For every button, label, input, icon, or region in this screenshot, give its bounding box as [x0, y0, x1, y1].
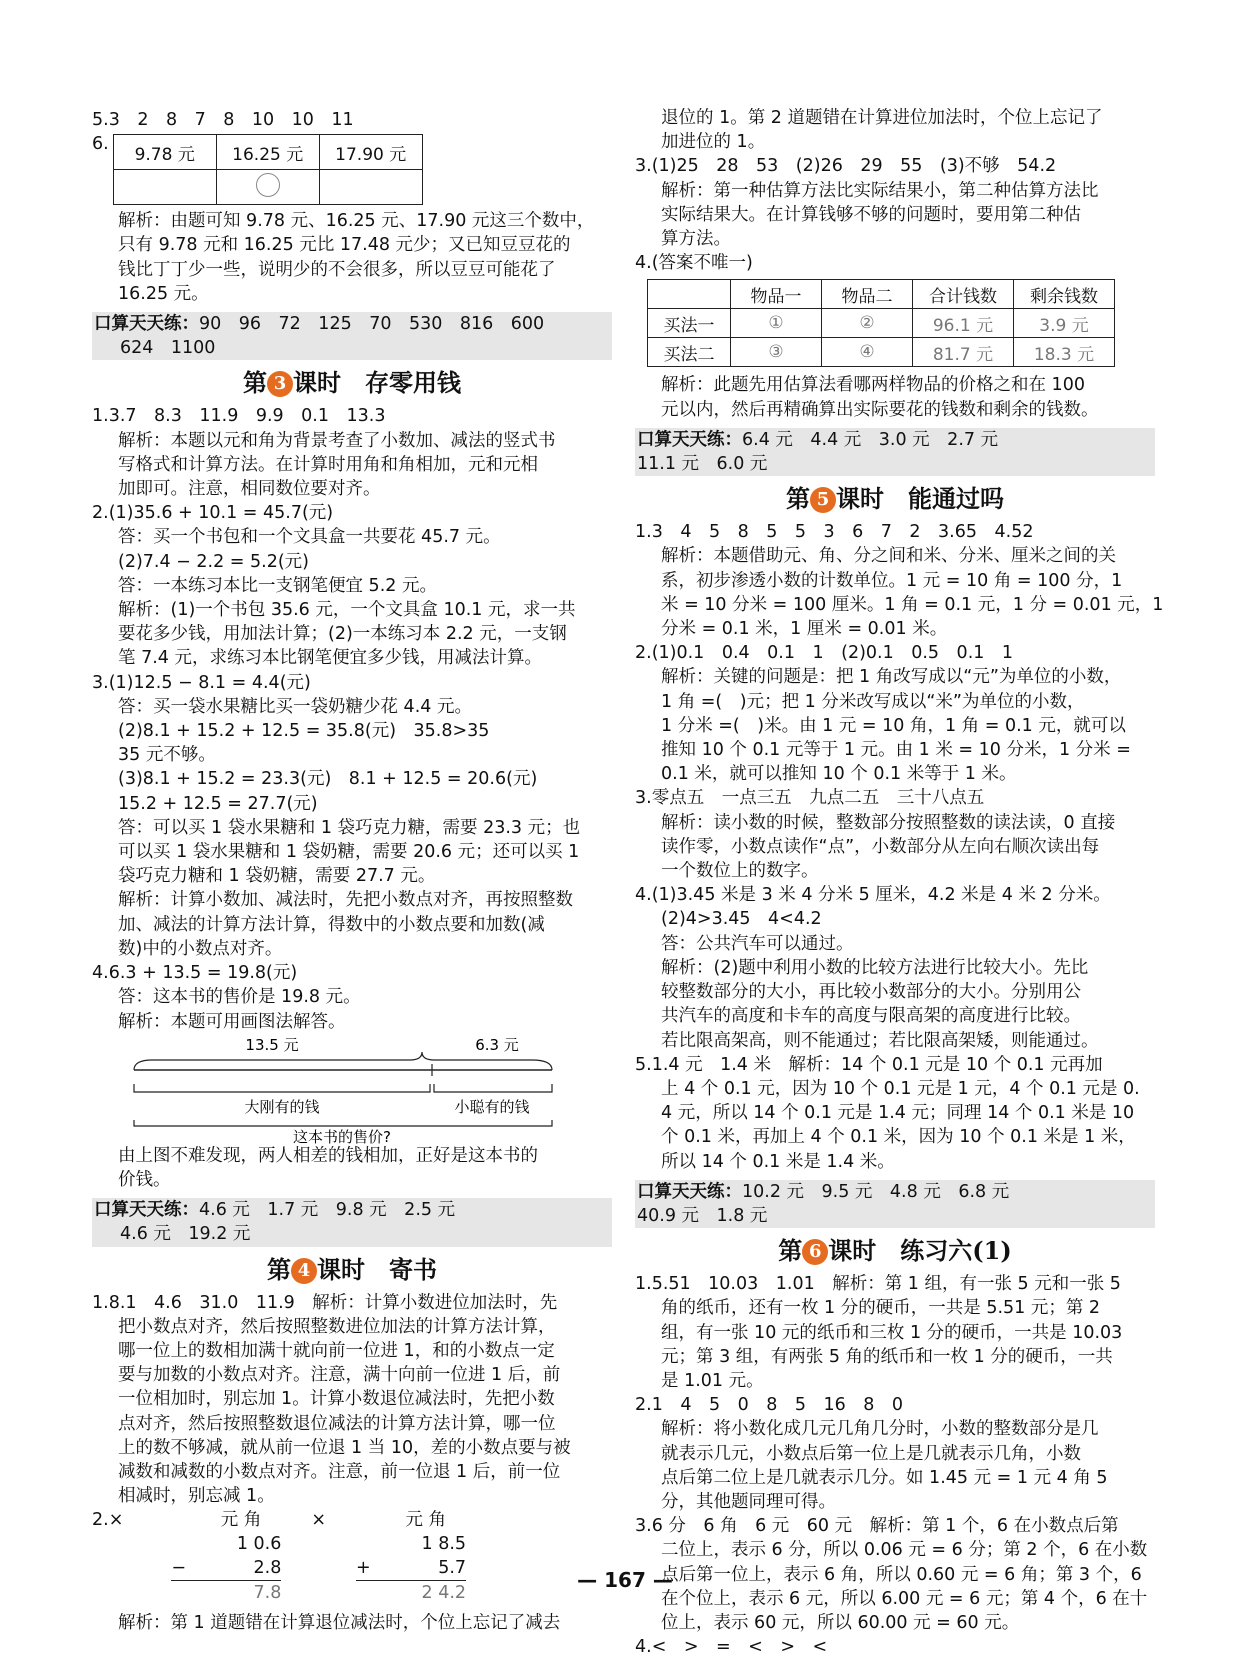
l3-answer-1: 1.3.7 8.3 11.9 9.9 0.1 13.3 [92, 406, 386, 427]
analysis-line: 4 元，所以 14 个 0.1 元是 1.4 元；同理 14 个 0.1 米是 10 [661, 1103, 1135, 1124]
lesson-name: 课时 寄书 [317, 1254, 437, 1284]
diagram-label-top-left: 13.5 元 [245, 1035, 299, 1054]
analysis-line: 分，其他题同理可得。 [661, 1491, 836, 1512]
table-cell: ③ [731, 338, 822, 367]
answer-line: 答：一本练习本比一支钢笔便宜 5.2 元。 [118, 575, 437, 596]
table-cell [216, 170, 319, 205]
analysis-line: 较整数部分的大小，再比较小数部分的大小。分别用公 [661, 982, 1081, 1003]
table-header: 剩余钱数 [1014, 280, 1115, 309]
analysis-line: 解析：本题以元和角为背景考查了小数加、减法的竖式书 [118, 430, 556, 451]
lesson-name: 课时 练习六(1) [828, 1236, 1012, 1266]
answer-line: 可以买 1 袋水果糖和 1 袋奶糖，需要 20.6 元；还可以买 1 [118, 842, 580, 863]
table-row [648, 280, 1115, 309]
l5-answer-3: 3.零点五 一点三五 九点二五 三十八点五 [635, 788, 985, 809]
analysis-line: 元；第 3 组，有两张 5 角的纸币和一枚 1 分的硬币，一共 [661, 1346, 1113, 1367]
analysis-line: 上的数不够减，就从前一位退 1 当 10，差的小数点要与被 [118, 1437, 571, 1458]
lesson-number-badge: 4 [291, 1258, 317, 1284]
lesson-prefix: 第 [786, 484, 810, 514]
table-cell: ① [731, 309, 822, 338]
analysis-line: 组，有一张 10 元的纸币和三枚 1 分的硬币，一共是 10.03 [661, 1322, 1123, 1343]
analysis-line: 分米 = 0.1 米，1 厘米 = 0.01 米。 [661, 619, 948, 640]
answer-line: 袋巧克力糖和 1 袋奶糖，需要 27.7 元。 [118, 866, 436, 887]
table-cell [113, 170, 216, 205]
analysis-line: 读作零，小数点读作“点”，小数部分从左向右顺次读出每 [661, 836, 1100, 857]
analysis-line: 钱比丁丁少一些，说明少的不会很多，所以豆豆可能花了 [118, 259, 556, 280]
l5-answer-4: 4.(1)3.45 米是 3 米 4 分米 5 厘米，4.2 米是 4 米 2 分米。 [635, 885, 1111, 906]
analysis-line: 点对齐，然后按照整数退位减法的计算方法计算，哪一位 [118, 1413, 556, 1434]
analysis-line: 二位上，表示 6 分，所以 0.06 元 = 6 分；第 2 个，6 在小数 [661, 1540, 1148, 1561]
analysis-line: 哪一位上的数相加满十就向前一位进 1，和的小数点一定 [118, 1340, 555, 1361]
analysis-line: 加即可。注意，相同数位要对齐。 [118, 479, 381, 500]
calc-result: 7.8 [171, 1580, 281, 1605]
diagram-label-bottom-right: 小聪有的钱 [454, 1097, 530, 1116]
oral-practice-values: 11.1 元 6.0 元 [637, 454, 768, 475]
analysis-line: 米 = 10 分米 = 100 厘米。1 角 = 0.1 元，1 分 = 0.01 元，1 [661, 594, 1164, 615]
diagram-top-brace [134, 1052, 552, 1070]
answer-line: (3)8.1 + 15.2 = 23.3(元) 8.1 + 12.5 = 20.6(元) [118, 769, 538, 790]
oral-practice-heading: 口算天天练： [637, 429, 742, 450]
answer-5: 5.3 2 8 7 8 10 10 11 [92, 110, 354, 130]
analysis-line: 解析：由题可知 9.78 元、16.25 元、17.90 元这三个数中， [118, 211, 595, 232]
analysis-line: 退位的 1。第 2 道题错在计算进位加法时，个位上忘记了 [661, 108, 1103, 128]
lesson-3-title [92, 366, 612, 400]
analysis-line: 0.1 米，就可以推知 10 个 0.1 米等于 1 米。 [661, 764, 1017, 785]
analysis-line: 加进位的 1。 [661, 132, 766, 153]
analysis-line: 解析：(2)题中利用小数的比较方法进行比较大小。先比 [661, 957, 1089, 978]
analysis-line: 只有 9.78 元和 16.25 元比 17.48 元少；又已知豆豆花的 [118, 235, 571, 256]
answer-6-table [113, 134, 423, 205]
analysis-line: 1 角 =( )元；把 1 分米改写成以“米”为单位的小数， [661, 691, 1085, 712]
diagram-label-bottom-left: 大刚有的钱 [244, 1097, 320, 1116]
oral-practice-heading: 口算天天练： [94, 1200, 199, 1221]
l5-answer-2: 2.(1)0.1 0.4 0.1 1 (2)0.1 0.5 0.1 1 [635, 643, 1014, 664]
lesson-4-title [92, 1253, 612, 1287]
analysis-line: 写格式和计算方法。在计算时用角和角相加，元和元相 [118, 454, 538, 475]
l6-answer-3: 3.6 分 6 角 6 元 60 元 解析：第 1 个，6 在小数点后第 [635, 1516, 1119, 1537]
analysis-line: 角的纸币，还有一枚 1 分的硬币，一共是 5.51 元；第 2 [661, 1298, 1101, 1319]
calc-header: 元 角 [220, 1510, 262, 1531]
l3-answer-4: 4.6.3 + 13.5 = 19.8(元) [92, 963, 298, 984]
analysis-line: 由上图不难发现，两人相差的钱相加，正好是这本书的 [118, 1145, 538, 1166]
l4-answer-1: 1.8.1 4.6 31.0 11.9 解析：计算小数进位加法时，先 [92, 1292, 558, 1313]
l3-answer-2: 2.(1)35.6 + 10.1 = 45.7(元) [92, 503, 334, 524]
answer-line: 答：这本书的售价是 19.8 元。 [118, 987, 361, 1008]
calc-operand: 5.7 [438, 1558, 467, 1579]
plus-sign: + [356, 1558, 371, 1579]
analysis-line: 1 分米 =( )米。由 1 元 = 10 角，1 角 = 0.1 元，就可以 [661, 715, 1126, 736]
oral-practice-values: 40.9 元 1.8 元 [637, 1205, 768, 1226]
table-cell: 81.7 元 [913, 338, 1014, 367]
analysis-line: 解析：读小数的时候，整数部分按照整数的读法读，0 直接 [661, 812, 1116, 833]
left-column [92, 108, 612, 1636]
analysis-line: 共汽车的高度和卡车的高度与限高架的高度进行比较。 [661, 1006, 1081, 1027]
diagram-label-top-right: 6.3 元 [475, 1035, 519, 1054]
l3-answer-3: 3.(1)12.5 − 8.1 = 4.4(元) [92, 672, 311, 693]
analysis-line: 元以内，然后再精确算出实际要花的钱数和剩余的钱数。 [661, 399, 1099, 420]
table-cell: 16.25 元 [216, 135, 319, 170]
analysis-line: 算方法。 [661, 229, 731, 250]
calc-operand: 1 0.6 [236, 1534, 282, 1555]
analysis-line: 一位相加时，别忘加 1。计算小数退位减法时，先把小数 [118, 1389, 555, 1410]
money-bar-diagram [92, 1034, 612, 1144]
analysis-line: 解析：本题可用画图法解答。 [118, 1011, 346, 1032]
lesson-number-badge: 3 [267, 371, 293, 397]
circle-mark-icon [256, 173, 280, 197]
analysis-line: 就表示几元，小数点后第一位上是几就表示几角，小数 [661, 1443, 1081, 1464]
analysis-line: 解析：第一种估算方法比实际结果小，第二种估算方法比 [661, 180, 1099, 201]
table-cell: 3.9 元 [1014, 309, 1115, 338]
analysis-line: 解析：第 1 道题错在计算退位减法时，个位上忘记了减去 [118, 1613, 561, 1634]
analysis-line: 实际结果大。在计算钱够不够的问题时，要用第二种估 [661, 204, 1081, 225]
analysis-line: 减数和减数的小数点对齐。注意，前一位退 1 后，前一位 [118, 1461, 561, 1482]
answer-line: 答：买一袋水果糖比买一袋奶糖少花 4.4 元。 [118, 696, 472, 717]
analysis-line: 笔 7.4 元，求练习本比钢笔便宜多少钱，用减法计算。 [118, 648, 542, 669]
oral-practice-3 [635, 428, 1155, 476]
table-cell: ② [822, 309, 913, 338]
oral-practice-values: 4.6 元 1.7 元 9.8 元 2.5 元 [199, 1200, 456, 1221]
analysis-line: 解析：本题借助元、角、分之间和米、分米、厘米之间的关 [661, 546, 1116, 567]
minus-sign: − [171, 1558, 187, 1579]
l6-answer-2: 2.1 4 5 0 8 5 16 8 0 [635, 1395, 904, 1416]
table-cell: 17.90 元 [319, 135, 422, 170]
analysis-line: 所以 14 个 0.1 米是 1.4 米。 [661, 1151, 895, 1172]
l5-answer-5: 5.1.4 元 1.4 米 解析：14 个 0.1 元是 10 个 0.1 元再加 [635, 1054, 1103, 1075]
lesson-5-title [635, 482, 1155, 516]
answer-2-label: 2.× [92, 1510, 124, 1531]
oral-practice-1 [92, 312, 612, 360]
analysis-line: 解析：将小数化成几元几角几分时，小数的整数部分是几 [661, 1419, 1099, 1440]
lesson-number-badge: 6 [802, 1239, 828, 1265]
analysis-line: 若比限高架高，则不能通过；若比限高架矮，则能通过。 [661, 1030, 1099, 1051]
lesson-prefix: 第 [778, 1236, 803, 1266]
analysis-line: 解析：关键的问题是：把 1 角改写成以“元”为单位的小数， [661, 667, 1122, 688]
table-cell: 18.3 元 [1014, 338, 1115, 367]
right-column [635, 106, 1164, 1659]
analysis-line: 个 0.1 米，再加上 4 个 0.1 米，因为 10 个 0.1 米是 1 米， [661, 1127, 1136, 1148]
table-header: 物品一 [731, 280, 822, 309]
diagram-bottom-brace [134, 1084, 552, 1092]
answer-line: (2)4>3.45 4<4.2 [661, 909, 822, 930]
oral-practice-values: 4.6 元 19.2 元 [120, 1224, 251, 1245]
analysis-line: 数)中的小数点对齐。 [118, 938, 283, 959]
oral-practice-4 [635, 1180, 1155, 1228]
wrong-mark: × [311, 1510, 327, 1531]
answer-line: 15.2 + 12.5 = 27.7(元) [118, 793, 318, 814]
oral-practice-values: 10.2 元 9.5 元 4.8 元 6.8 元 [742, 1181, 1010, 1202]
l6-answer-1: 1.5.51 10.03 1.01 解析：第 1 组，有一张 5 元和一张 5 [635, 1274, 1121, 1295]
oral-practice-2 [92, 1198, 612, 1246]
answer-3: 3.(1)25 28 53 (2)26 29 55 (3)不够 54.2 [635, 156, 1057, 177]
oral-practice-values: 624 1100 [120, 338, 216, 359]
analysis-line: 点后第二位上是几就表示几分。如 1.45 元 = 1 元 4 角 5 [661, 1467, 1108, 1488]
table-header: 物品二 [822, 280, 913, 309]
table-cell: 9.78 元 [113, 135, 216, 170]
lesson-prefix: 第 [243, 368, 267, 398]
answer-6 [92, 132, 612, 209]
analysis-line: 相减时，别忘减 1。 [118, 1486, 275, 1507]
analysis-line: 系，初步渗透小数的计数单位。1 元 = 10 角 = 100 分，1 [661, 570, 1123, 591]
lesson-number-badge: 5 [810, 487, 836, 513]
analysis-line: 价钱。 [118, 1169, 171, 1190]
table-row [648, 309, 1115, 338]
diagram-total-brace [134, 1120, 552, 1126]
table-row [648, 338, 1115, 367]
page-number: — 167 — [577, 1568, 673, 1592]
oral-practice-values: 90 96 72 125 70 530 816 600 [199, 314, 545, 335]
analysis-line: 一个数位上的数字。 [661, 861, 819, 882]
answer-6-label: 6. [92, 134, 109, 155]
diagram-question: 这本书的售价? [293, 1127, 391, 1144]
analysis-line: 是 1.01 元。 [661, 1370, 764, 1391]
analysis-line: 上 4 个 0.1 元，因为 10 个 0.1 元是 1 元，4 个 0.1 元是 0. [661, 1078, 1140, 1099]
lesson-prefix: 第 [267, 1254, 291, 1284]
answer-line: (2)8.1 + 15.2 + 12.5 = 35.8(元) 35.8>35 [118, 721, 490, 742]
oral-practice-heading: 口算天天练： [94, 314, 199, 335]
analysis-line: 加、减法的计算方法计算，得数中的小数点要和加数(减 [118, 914, 545, 935]
l6-answer-4: 4.< > = < > < [635, 1637, 828, 1658]
table-cell: 96.1 元 [913, 309, 1014, 338]
calc-operand: 2.8 [253, 1558, 282, 1579]
lesson-name: 课时 存零用钱 [293, 368, 461, 398]
table-cell [319, 170, 422, 205]
answer-line: 答：公共汽车可以通过。 [661, 933, 854, 954]
table-header [648, 280, 731, 309]
analysis-line: 要花多少钱，用加法计算；(2)一本练习本 2.2 元，一支钢 [118, 624, 567, 645]
purchase-table [647, 279, 1115, 367]
lesson-name: 课时 能通过吗 [836, 484, 1004, 514]
analysis-line: 点后第一位上，表示 6 角，所以 0.60 元 = 6 角；第 3 个，6 [661, 1564, 1142, 1585]
analysis-line: 解析：此题先用估算法看哪两样物品的价格之和在 100 [661, 375, 1085, 396]
answer-line: 35 元不够。 [118, 745, 216, 766]
table-header: 合计钱数 [913, 280, 1014, 309]
analysis-line: 要与加数的小数点对齐。注意，满十向前一位进 1 后，前 [118, 1365, 561, 1386]
lesson-6-title [635, 1234, 1155, 1268]
table-cell: 买法一 [648, 309, 731, 338]
calc-operand: 1 8.5 [421, 1534, 467, 1555]
analysis-line: 16.25 元。 [118, 283, 209, 304]
answer-4-label: 4.(答案不唯一) [635, 253, 753, 274]
analysis-line: 解析：计算小数加、减法时，先把小数点对齐，再按照整数 [118, 890, 573, 911]
table-cell: ④ [822, 338, 913, 367]
analysis-line: 推知 10 个 0.1 元等于 1 元。由 1 米 = 10 分米，1 分米 = [661, 740, 1131, 761]
answer-line: 答：买一个书包和一个文具盒一共要花 45.7 元。 [118, 527, 501, 548]
answer-line: 答：可以买 1 袋水果糖和 1 袋巧克力糖，需要 23.3 元；也 [118, 817, 581, 838]
table-cell: 买法二 [648, 338, 731, 367]
calc-result: 2 4.2 [356, 1580, 466, 1605]
l5-answer-1: 1.3 4 5 8 5 5 3 6 7 2 3.65 4.52 [635, 522, 1034, 543]
answer-line: (2)7.4 − 2.2 = 5.2(元) [118, 551, 310, 572]
analysis-line: 把小数点对齐，然后按照整数进位加法的计算方法计算， [118, 1316, 556, 1337]
calc-header: 元 角 [405, 1510, 447, 1531]
oral-practice-heading: 口算天天练： [637, 1181, 742, 1202]
analysis-line: 解析：(1)一个书包 35.6 元，一个文具盒 10.1 元，求一共 [118, 600, 576, 621]
analysis-line: 在个位上，表示 6 元，所以 6.00 元 = 6 元；第 4 个，6 在十 [661, 1588, 1148, 1609]
oral-practice-values: 6.4 元 4.4 元 3.0 元 2.7 元 [742, 429, 999, 450]
analysis-line: 位上，表示 60 元，所以 60.00 元 = 60 元。 [661, 1612, 1020, 1633]
